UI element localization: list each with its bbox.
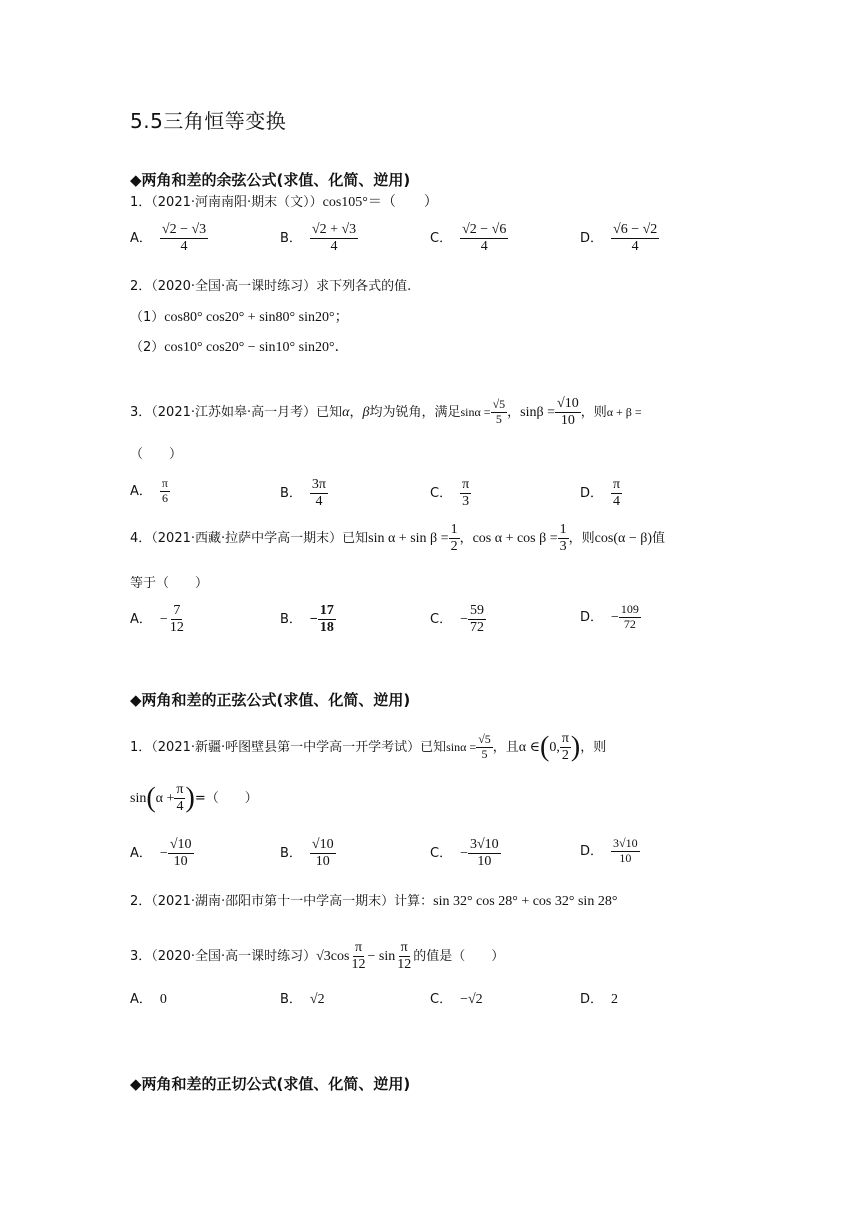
- option-cos1-c[interactable]: C． $\frac{√2 - √6}{4}$: [430, 222, 507, 255]
- option-sin1-d[interactable]: D． $\frac{3√10}{10}$: [580, 836, 638, 865]
- option-cos3-a[interactable]: A． $\frac{\pi}{6}$: [130, 476, 168, 505]
- option-cos3-b[interactable]: B． $\frac{3\pi}{4}$: [280, 477, 326, 510]
- option-cos1-d[interactable]: D． $\frac{√6 - √2}{4}$: [580, 222, 658, 255]
- section-heading-sin: ◆两角和差的正弦公式(求值、化简、逆用): [130, 691, 411, 709]
- page-title: 5.5三角恒等变换: [130, 109, 287, 133]
- option-cos3-d[interactable]: D． $\frac{\pi}{4}$: [580, 477, 621, 510]
- question-cos-3-paren: （ ）: [130, 447, 183, 462]
- option-cos4-d[interactable]: D． − $\frac{109}{72}$: [580, 602, 639, 631]
- question-cos-2-part1: （1）cos80° cos20° + sin80° sin20°；: [130, 310, 349, 325]
- question-sin-1: 1．（2021·新疆·呼图壁县第一中学高一开学考试）已知sinα = $\frac{√5}{5}$ ，且α ∈(0, $\frac{\pi}{2}$ )，则: [130, 731, 607, 764]
- option-sin3-a[interactable]: A． 0: [130, 992, 167, 1007]
- option-cos1-a[interactable]: A． $\frac{√2 - √3}{4}$: [130, 222, 207, 255]
- section-heading-tan: ◆两角和差的正切公式(求值、化简、逆用): [130, 1075, 411, 1093]
- question-cos-2-part2: （2）cos10° cos20° − sin10° sin20°．: [130, 340, 349, 355]
- question-sin-1-line2: sin(α + $\frac{\pi}{4}$ )=（ ）: [130, 782, 258, 815]
- option-sin1-a[interactable]: A． − $\frac{√10}{10}$: [130, 837, 192, 870]
- question-cos-4-line2: 等于（ ）: [130, 576, 209, 591]
- option-sin1-c[interactable]: C． − $\frac{3√10}{10}$: [430, 837, 499, 870]
- section-heading-cos: ◆两角和差的余弦公式(求值、化简、逆用): [130, 171, 411, 189]
- option-sin3-c[interactable]: C． −√2: [430, 992, 483, 1007]
- question-cos-1: 1．（2021·河南南阳·期末（文））cos105°＝（ ）: [130, 195, 438, 210]
- option-cos3-c[interactable]: C． $\frac{\pi}{3}$: [430, 477, 470, 510]
- option-cos4-a[interactable]: A． − $\frac{7}{12}$: [130, 603, 184, 636]
- option-sin1-b[interactable]: B． $\frac{√10}{10}$: [280, 837, 334, 870]
- option-cos1-b[interactable]: B． $\frac{√2 + √3}{4}$: [280, 222, 357, 255]
- option-cos4-b[interactable]: B． − $\frac{17}{18}$: [280, 603, 334, 636]
- question-cos-4: 4．（2021·西藏·拉萨中学高一期末）已知sin α + sin β = $\frac{1}{2}$ ，cos α + cos β = $\frac{1}{3}$ ，则cos(α − β)值: [130, 522, 666, 555]
- option-sin3-b[interactable]: B． √2: [280, 992, 325, 1007]
- question-cos-2: 2．（2020·全国·高一课时练习）求下列各式的值.: [130, 279, 412, 294]
- option-sin3-d[interactable]: D． 2: [580, 992, 619, 1007]
- question-sin-2: 2．（2021·湖南·邵阳市第十一中学高一期末）计算：sin 32° cos 28° + cos 32° sin 28°: [130, 894, 618, 909]
- question-sin-3: 3．（2020·全国·高一课时练习）√3cos $\frac{\pi}{12}$ − sin $\frac{\pi}{12}$ 的值是（ ）: [130, 940, 505, 973]
- question-cos-3: 3．（2021·江苏如皋·高一月考）已知α，β均为锐角，满足sinα = $\frac{√5}{5}$ ，sinβ = $\frac{√10}{10}$ ，则α + β =: [130, 396, 642, 429]
- option-cos4-c[interactable]: C． − $\frac{59}{72}$: [430, 603, 484, 636]
